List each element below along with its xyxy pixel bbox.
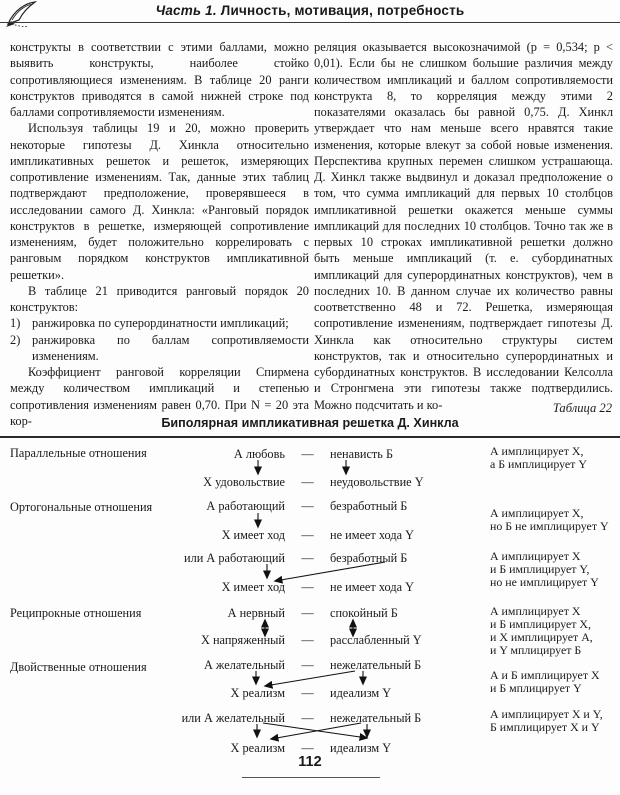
pair-dash: — xyxy=(301,658,314,672)
pair-term-b: расслабленный Y xyxy=(330,633,422,647)
pair-term-a: Х имеет ход xyxy=(221,580,285,594)
part-label: Часть 1. xyxy=(155,3,217,18)
left-column xyxy=(10,39,309,429)
relation-label: Двойственные отношения xyxy=(10,660,147,674)
paragraph: Используя таблицы 19 и 20, можно проверить некоторые гипотезы Д. Хинкла относительно импликативных решеток и решеток, измеряющих сопротивление изменениям. Так, данные этих таблиц подтверждают предположение, проверявшееся в исследовании самого Д. Хинкла: «Ранговый порядок конструктов в решетке, измеряющей сопротивление изменениям, будет положительно коррелировать с ранговым порядком конструктов импликативной решетки». xyxy=(10,121,309,282)
table-number-label: Таблица 22 xyxy=(552,401,612,415)
implication-line: А имплицирует Х xyxy=(490,549,581,563)
footer-rule xyxy=(242,777,380,778)
pair-term-a: Х удовольствие xyxy=(203,475,285,489)
pair-dash: — xyxy=(301,475,314,489)
implication-line: но Б не имплицирует Y xyxy=(490,519,609,533)
pair-term-a: Х имеет ход xyxy=(221,528,285,542)
relation-label: Реципрокные отношения xyxy=(10,606,142,620)
paragraph: конструкты в соответствии с этими баллами, можно выявить конструкты, наиболее стойко сопротивляющиеся изменениям. В таблице 20 ранги конструктов приводятся в самой нижней строке под баллами сопротивляемости изменениям. xyxy=(10,40,309,119)
pair-dash: — xyxy=(301,447,314,461)
pair-dash: — xyxy=(301,551,314,565)
implication-line: Б имплицирует Х и Y xyxy=(490,720,600,734)
implication-line: а Б имплицирует Y xyxy=(490,457,587,471)
part-title: Личность, мотивация, потребность xyxy=(220,3,465,18)
implication-line: А имплицирует Х, xyxy=(490,506,584,520)
page-number: 112 xyxy=(298,754,322,770)
pair-dash: — xyxy=(301,499,314,513)
pair-term-a: Х реализм xyxy=(230,686,285,700)
paragraph: В таблице 21 приводится ранговый порядок 20 конструктов: xyxy=(10,283,309,314)
right-column xyxy=(314,39,613,413)
pair-term-b: ненависть Б xyxy=(330,447,394,461)
pair-term-b: безработный Б xyxy=(330,499,408,513)
relation-label: Ортогональные отношения xyxy=(10,500,153,514)
pair-dash: — xyxy=(301,580,314,594)
pair-term-b: безработный Б xyxy=(330,551,408,565)
pair-term-b: неудовольствие Y xyxy=(330,475,424,489)
pair-dash: — xyxy=(301,633,314,647)
implication-line: А имплицирует Х xyxy=(490,604,581,618)
pair-dash: — xyxy=(301,686,314,700)
pair-term-b: идеализм Y xyxy=(330,686,392,700)
pair-term-b: идеализм Y xyxy=(330,741,392,755)
paragraph: реляция оказывается высокозначимой (р = 0,534; р < 0,01). Если бы не слишком большие различия между количеством импликаций и баллом сопротивляемости конструкта 8, то корреляция между этими 2 показателями оказалась бы равной 0,75. Д. Хинкл утверждает что нам меньше всего нравятся такие изменения, которые влекут за собой новые изменения. Перспектива крупных перемен слишком устрашающа. Д. Хинкл также выдвинул и доказал предположение о том, что сумма импликаций для первых 10 столбцов импликативной решетки окажется меньше суммы импликаций для последних 10 столбцов. Точно так же в первых 10 строках импликативной решетки должно быть меньше импликаций (т. е. субординатных импликаций для суперординатных конструктов), чем в последних 10. В данном случае их количество равны соответственно 48 и 72. Решетка, измеряющая сопротивление изменениям, подтверждает гипотезы Д. Хинкла как относительно структуры систем конструктов, так и относительно суперординатных и субординатных конструктов. В исследовании Келсолла и Стронгмена эти гипотезы также подтвердились. Можно подсчитать и ко- xyxy=(314,40,613,412)
pair-term-a: А работающий xyxy=(206,499,285,513)
pair-term-a: А любовь xyxy=(233,447,285,461)
pair-term-a: Х реализм xyxy=(230,741,285,755)
list-item xyxy=(10,315,309,331)
table-title: Биполярная импликативная решетка Д. Хинкла xyxy=(161,416,459,430)
list-number: 2) xyxy=(10,332,21,347)
pair-dash: — xyxy=(301,711,314,725)
implication-line: А и Б имплицирует Х xyxy=(490,668,600,682)
pair-term-a: А нервный xyxy=(227,606,285,620)
implication-line: А имплицирует Х и Y, xyxy=(490,707,603,721)
pair-term-b: нежелательный Б xyxy=(330,711,422,725)
pair-term-a: А желательный xyxy=(203,658,285,672)
pair-term-b: не имеет хода Y xyxy=(330,580,414,594)
pair-dash: — xyxy=(301,528,314,542)
implication-line: и Х имплицирует А, xyxy=(490,630,593,644)
paragraph: Коэффициент ранговой корреляции Спирмена между количеством импликаций и степенью сопротивления изменениям равен 0,70. При N = 20 эта кор- xyxy=(10,365,309,428)
implication-line: и Y мплицирует Б xyxy=(490,643,582,657)
implication-arrows xyxy=(0,440,620,762)
pair-term-b: не имеет хода Y xyxy=(330,528,414,542)
pair-term-a: или А работающий xyxy=(184,551,285,565)
table-top-rule xyxy=(0,436,620,438)
list-number: 1) xyxy=(10,316,21,331)
implication-line: и Б имплицирует Y, xyxy=(490,562,590,576)
pair-term-a: Х напряженный xyxy=(200,633,285,647)
relation-label: Параллельные отношения xyxy=(10,446,147,460)
pair-dash: — xyxy=(301,741,314,755)
pair-term-a: или А желательный xyxy=(181,711,285,725)
implication-line: А имплицирует Х, xyxy=(490,444,584,458)
implicative-lattice-diagram xyxy=(0,440,620,762)
pair-term-b: нежелательный Б xyxy=(330,658,422,672)
header-rule xyxy=(0,22,620,23)
list-text: ранжировка по суперординатности импликаций; xyxy=(32,316,289,331)
implication-line: и Б мплицирует Y xyxy=(490,681,582,695)
running-header xyxy=(0,3,620,18)
list-item xyxy=(10,332,309,365)
pair-term-b: спокойный Б xyxy=(330,606,398,620)
pair-dash: — xyxy=(301,606,314,620)
list-text: ранжировка по баллам сопротивляемости изменениям. xyxy=(32,332,309,363)
implication-line: но не имплицирует Y xyxy=(490,575,599,589)
implication-line: и Б имплицирует Х, xyxy=(490,617,591,631)
